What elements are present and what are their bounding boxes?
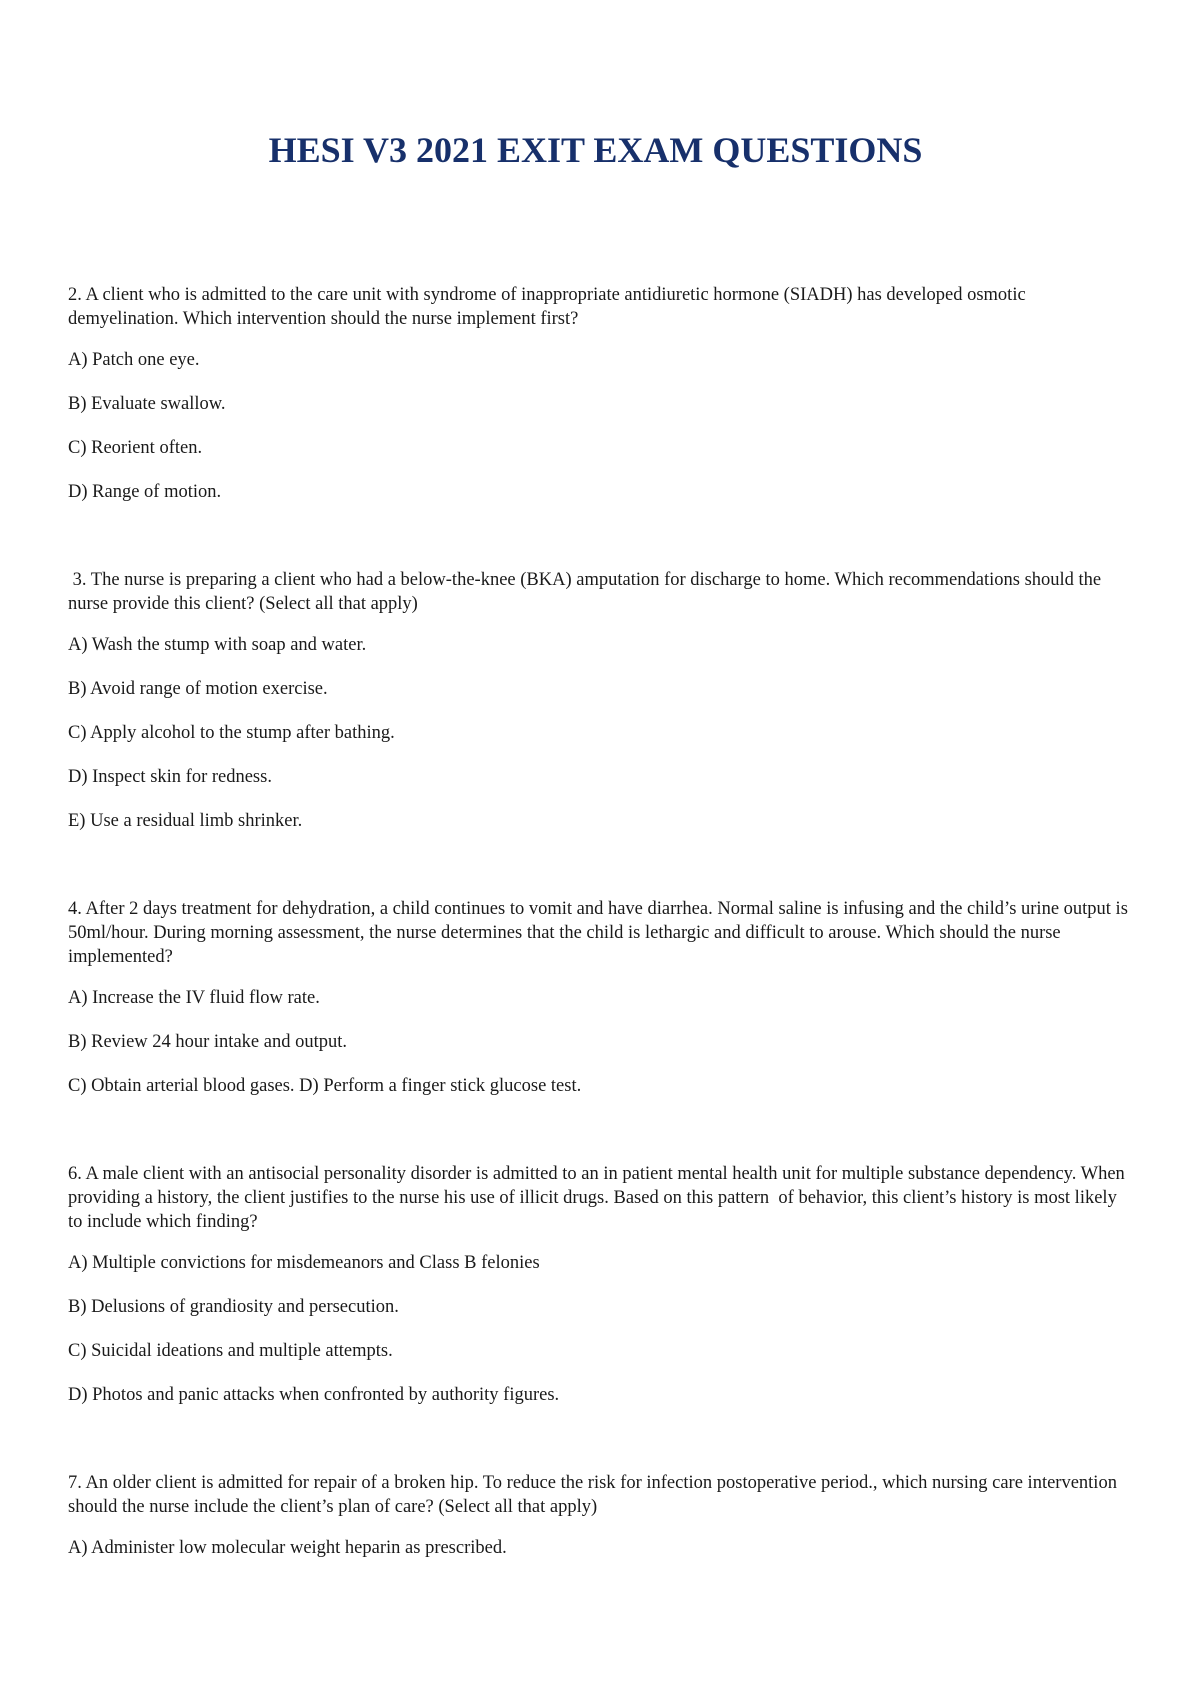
answer-option: A) Wash the stump with soap and water. xyxy=(68,635,367,655)
answer-option: E) Use a residual limb shrinker. xyxy=(68,811,303,831)
question-stem: 4. After 2 days treatment for dehydration, a child continues to vomit and have diarrhea. Normal saline is infusing and the child’s urine output is 50ml/hour. During morning assessment, the nurse determines that the child is lethargic and difficult to arouse. Which should the nurse implemented? xyxy=(68,899,1128,967)
answer-option: C) Apply alcohol to the stump after bathing. xyxy=(68,723,395,743)
answer-option: A) Patch one eye. xyxy=(68,350,200,370)
answer-option: D) Range of motion. xyxy=(68,482,222,502)
question-list xyxy=(68,283,1128,1624)
answer-option: D) Inspect skin for redness. xyxy=(68,767,272,787)
answer-option: A) Increase the IV fluid flow rate. xyxy=(68,988,320,1008)
answer-option: A) Multiple convictions for misdemeanors and Class B felonies xyxy=(68,1253,540,1273)
document-title: HESI V3 2021 EXIT EXAM QUESTIONS xyxy=(268,130,923,170)
question-stem: 2. A client who is admitted to the care unit with syndrome of inappropriate antidiuretic hormone (SIADH) has developed osmotic demyelination. Which intervention should the nurse implement first? xyxy=(68,285,1026,329)
question-stem: 6. A male client with an antisocial personality disorder is admitted to an in patient mental health unit for multiple substance dependency. When providing a history, the client justifies to the nurse his use of illicit drugs. Based on this pattern of behavior, this client’s history is most likely to include which finding? xyxy=(68,1164,1130,1232)
question-6 xyxy=(68,1162,1128,1407)
question-stem: 7. An older client is admitted for repair of a broken hip. To reduce the risk for infection postoperative period., which nursing care intervention should the nurse include the client’s plan of care? (Select all that apply) xyxy=(68,1473,1117,1517)
question-7 xyxy=(68,1471,1128,1560)
question-stem: 3. The nurse is preparing a client who had a below-the-knee (BKA) amputation for discharge to home. Which recommendations should the nurse provide this client? (Select all that apply) xyxy=(68,570,1106,614)
answer-option: D) Photos and panic attacks when confronted by authority figures. xyxy=(68,1385,560,1405)
answer-option: B) Review 24 hour intake and output. xyxy=(68,1032,347,1052)
question-3 xyxy=(68,568,1128,833)
answer-option: B) Delusions of grandiosity and persecution. xyxy=(68,1297,399,1317)
answer-option: A) Administer low molecular weight heparin as prescribed. xyxy=(68,1538,507,1558)
question-2 xyxy=(68,283,1128,504)
answer-option: C) Suicidal ideations and multiple attempts. xyxy=(68,1341,393,1361)
answer-option: C) Reorient often. xyxy=(68,438,203,458)
answer-option: B) Avoid range of motion exercise. xyxy=(68,679,328,699)
question-4 xyxy=(68,897,1128,1098)
answer-option: C) Obtain arterial blood gases. D) Perform a finger stick glucose test. xyxy=(68,1076,582,1096)
answer-option: B) Evaluate swallow. xyxy=(68,394,226,414)
